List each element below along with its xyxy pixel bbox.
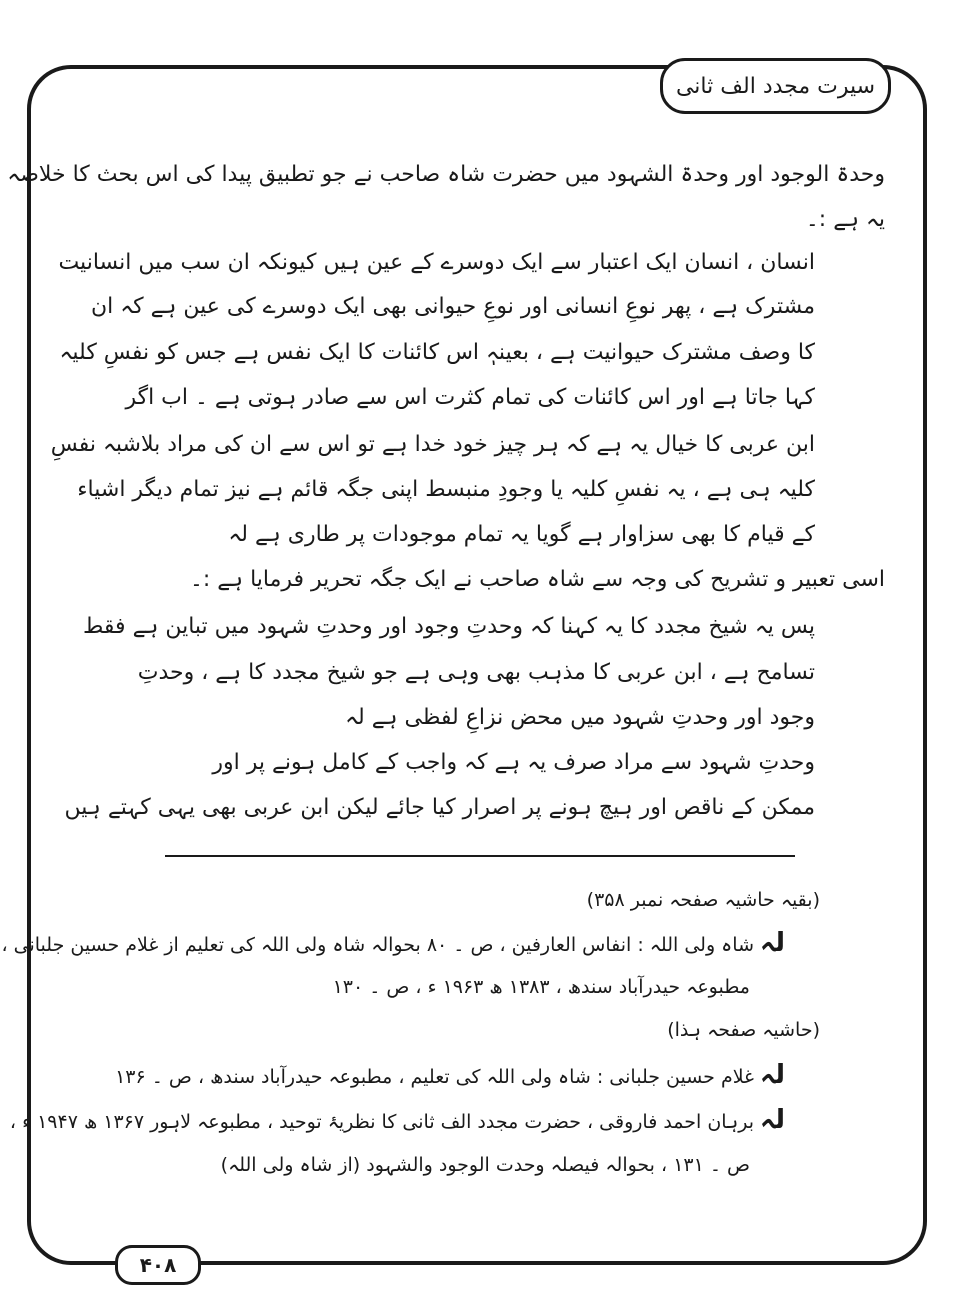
footnote-text: برہان احمد فاروقی ، حضرت مجدد الف ثانی کا نظریۂ توحید ، مطبوعہ لاہور ۱۳۶۷ ھ ۱۹۴۷ ء ، xyxy=(9,1111,754,1133)
intro-line: وحدۃ الوجود اور وحدۃ الشہود میں حضرت شاہ صاحب نے جو تطبیق پیدا کی اس بحث کا خلاصہ xyxy=(7,162,885,187)
page-number xyxy=(115,1245,201,1285)
header-title: سیرت مجدد الف ثانی xyxy=(675,73,876,99)
quote-line: ممکن کے ناقص اور ہیچ ہونے پر اصرار کیا جائے لیکن ابن عربی بھی یہی کہتے ہیں xyxy=(64,795,815,820)
footnote-heading: (حاشیہ صفحہ ہذا) xyxy=(667,1019,820,1041)
quote-line: مشترک ہے ، پھر نوعِ انسانی اور نوعِ حیوانی بھی ایک دوسرے کی عین ہے کہ ان xyxy=(91,294,815,319)
quote-line: تسامح ہے ، ابن عربی کا مذہب بھی وہی ہے جو شیخ مجدد کا ہے ، وحدتِ xyxy=(137,660,815,685)
quote-line: پس یہ شیخ مجدد کا یہ کہنا کہ وحدتِ وجود اور وحدتِ شہود میں تباین ہے فقط xyxy=(83,614,815,639)
quote-line: کے قیام کا بھی سزاوار ہے گویا یہ تمام موجودات پر طاری ہے لہ xyxy=(228,522,815,547)
quote-line: انسان ، انسان ایک اعتبار سے ایک دوسرے کے عین ہیں کیونکہ ان سب میں انسانیت xyxy=(58,250,815,275)
intro-line: یہ ہے :۔ xyxy=(805,207,885,232)
quote-line: وجود اور وحدتِ شہود میں محض نزاعِ لفظی ہے لہ xyxy=(345,705,815,730)
footnote xyxy=(10,1105,785,1137)
footnote xyxy=(1,928,785,960)
quote-line: ابن عربی کا خیال یہ ہے کہ ہر چیز خود خدا ہے تو اس سے ان کی مراد بلاشبہ نفسِ xyxy=(50,432,815,457)
body-line: اسی تعبیر و تشریح کی وجہ سے شاہ صاحب نے ایک جگہ تحریر فرمایا ہے :۔ xyxy=(190,567,885,592)
footnote-marker: لہ xyxy=(760,1060,785,1090)
quote-line: کلیہ ہی ہے ، یہ نفسِ کلیہ یا وجودِ منبسط اپنی جگہ قائم ہے نیز تمام دیگر اشیاء xyxy=(77,477,815,502)
footnote-text: غلام حسین جلبانی : شاہ ولی اللہ کی تعلیم ، مطبوعہ حیدرآباد سندھ ، ص ۔ ۱۳۶ xyxy=(115,1066,754,1088)
quote-line: وحدتِ شہود سے مراد صرف یہ ہے کہ واجب کے کامل ہونے پر اور xyxy=(212,750,815,775)
footnote-marker: لہ xyxy=(760,1105,785,1135)
page-number-text: ۴۰۸ xyxy=(139,1253,177,1277)
quote-line: کا وصف مشترک حیوانیت ہے ، بعینہٖ اس کائنات کا ایک نفس ہے جس کو نفسِ کلیہ xyxy=(59,340,815,365)
running-header xyxy=(660,58,891,114)
footnote xyxy=(115,1060,785,1092)
footnote-marker: لہ xyxy=(760,928,785,958)
footnote-heading: (بقیہ حاشیہ صفحہ نمبر ۳۵۸) xyxy=(586,889,820,911)
footnote-text: مطبوعہ حیدرآباد سندھ ، ۱۳۸۳ ھ ۱۹۶۳ ء ، ص ۔ ۱۳۰ xyxy=(332,976,750,998)
footnote-text: شاہ ولی اللہ : انفاس العارفین ، ص ۔ ۸۰ بحوالہ شاہ ولی اللہ کی تعلیم از غلام حسین جلبانی ، xyxy=(1,934,754,956)
footnote-divider xyxy=(165,855,795,857)
quote-line: کہا جاتا ہے اور اس کائنات کی تمام کثرت اس سے صادر ہوتی ہے ۔ اب اگر xyxy=(125,385,815,410)
footnote-text: ص ۔ ۱۳۱ ، بحوالہ فیصلہ وحدت الوجود والشہود (از شاہ ولی اللہ) xyxy=(220,1154,750,1176)
